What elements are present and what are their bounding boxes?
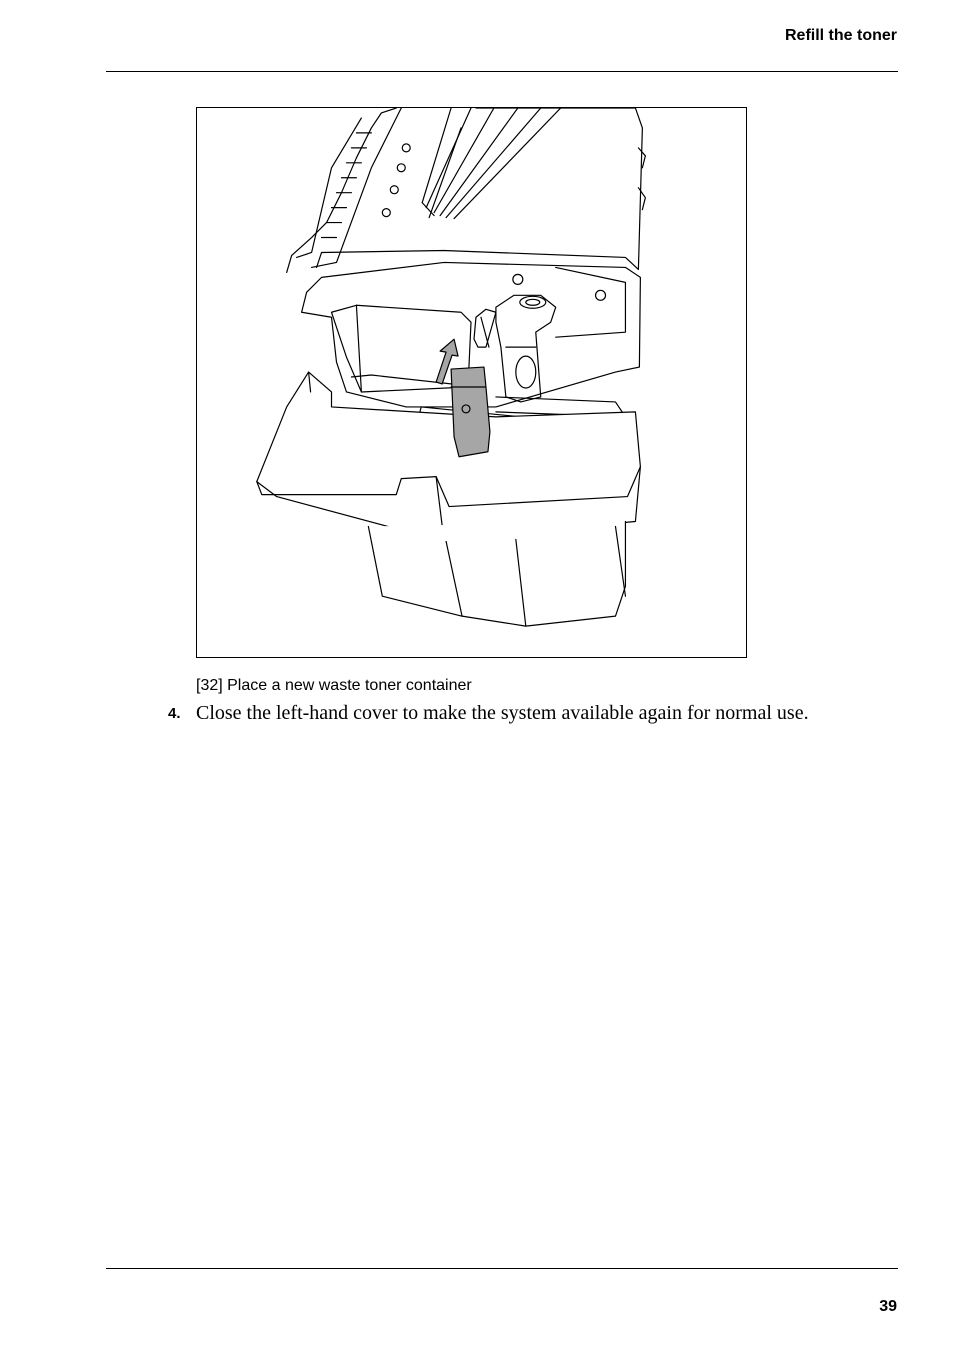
- step-number: 4.: [168, 705, 181, 722]
- instruction-step: [168, 700, 888, 727]
- footer-rule: [106, 1268, 898, 1269]
- waste-toner-container: [451, 367, 490, 457]
- figure-caption: [32] Place a new waste toner container: [196, 677, 472, 694]
- lower-cabinet: [368, 521, 625, 626]
- step-text: Close the left-hand cover to make the system available again for normal use.: [196, 702, 809, 724]
- figure-illustration: [196, 107, 747, 658]
- page-number: 39: [879, 1298, 897, 1315]
- printer-waste-toner-illustration: [197, 108, 746, 657]
- page-header-title: Refill the toner: [784, 27, 897, 44]
- header-rule: [106, 71, 898, 72]
